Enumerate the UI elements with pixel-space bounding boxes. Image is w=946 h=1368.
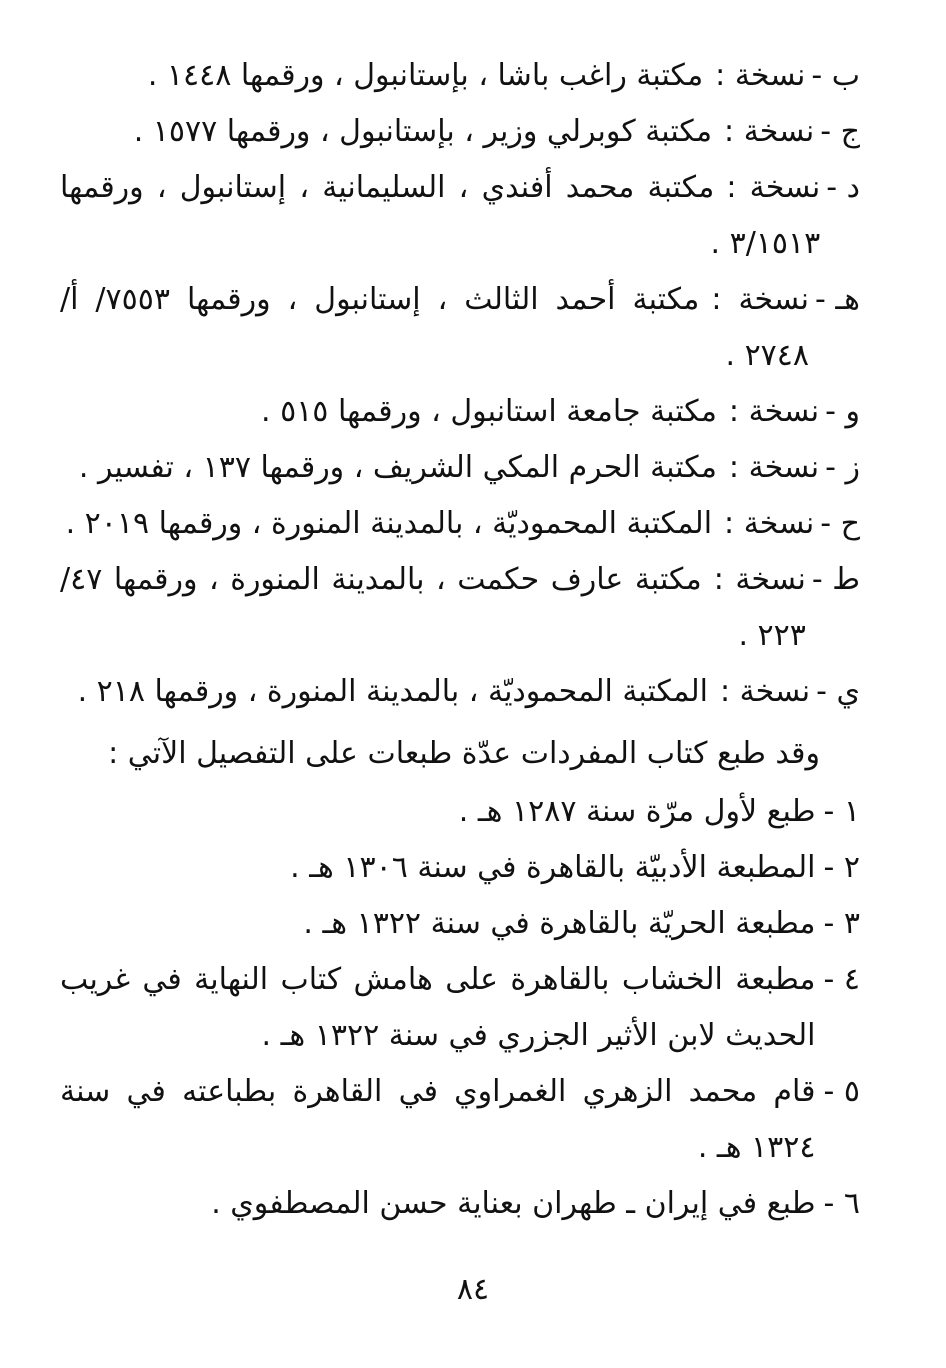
manuscript-entry	[60, 664, 860, 720]
edition-text: قام محمد الزهري الغمراوي في القاهرة بطباعته في سنة ١٣٢٤ هـ .	[60, 1074, 816, 1165]
document-page	[60, 48, 860, 1232]
entry-marker: و -	[825, 394, 860, 429]
entry-marker: د -	[826, 170, 860, 205]
entry-marker: هـ -	[815, 282, 860, 317]
edition-number: ٢ -	[823, 850, 860, 885]
entry-label: نسخة :	[715, 58, 806, 93]
entry-text: مكتبة الحرم المكي الشريف ، ورقمها ١٣٧ ، تفسير .	[78, 450, 717, 485]
entry-text: المكتبة المحموديّة ، بالمدينة المنورة ، ورقمها ٢٠١٩ .	[65, 506, 713, 541]
edition-text: مطبعة الخشاب بالقاهرة على هامش كتاب النهاية في غريب الحديث لابن الأثير الجزري في سنة ١٣٢٢ هـ .	[60, 962, 816, 1053]
entry-label: نسخة :	[724, 506, 815, 541]
edition-number: ٤ -	[823, 962, 860, 997]
entry-content	[60, 552, 806, 664]
entry-text: مكتبة راغب باشا ، بإستانبول ، ورقمها ١٤٤٨ .	[147, 58, 704, 93]
edition-item	[60, 1176, 860, 1232]
entry-marker: ح -	[820, 506, 860, 541]
edition-item	[60, 1064, 860, 1176]
entry-label: نسخة :	[728, 450, 820, 485]
entry-content	[60, 160, 820, 272]
edition-number: ٥ -	[823, 1074, 860, 1109]
entry-marker: ز -	[825, 450, 860, 485]
entry-content	[60, 272, 809, 384]
edition-item	[60, 952, 860, 1064]
entry-label: نسخة :	[726, 170, 821, 205]
entry-text: مكتبة أحمد الثالث ، إستانبول ، ورقمها ٧٥٥٣/ أ/ ٢٧٤٨ .	[60, 282, 810, 373]
manuscript-entry	[60, 160, 860, 272]
edition-item	[60, 896, 860, 952]
entry-content	[60, 496, 814, 552]
entry-marker: ط -	[811, 562, 860, 597]
entry-content	[60, 384, 819, 440]
edition-number: ١ -	[823, 794, 860, 829]
manuscript-entry	[60, 104, 860, 160]
entry-label: نسخة :	[719, 674, 811, 709]
entry-text: مكتبة كوبرلي وزير ، بإستانبول ، ورقمها ١٥٧٧ .	[133, 114, 713, 149]
edition-text: مطبعة الحريّة بالقاهرة في سنة ١٣٢٢ هـ .	[303, 906, 816, 941]
entry-text: مكتبة محمد أفندي ، السليمانية ، إستانبول ، ورقمها ٣/١٥١٣ .	[60, 170, 821, 261]
entry-marker: ب -	[811, 58, 860, 93]
entry-label: نسخة :	[728, 394, 820, 429]
edition-item	[60, 840, 860, 896]
entry-marker: ج -	[820, 114, 860, 149]
entry-text: مكتبة جامعة استانبول ، ورقمها ٥١٥ .	[261, 394, 717, 429]
edition-item	[60, 784, 860, 840]
manuscript-entry	[60, 440, 860, 496]
edition-number: ٦ -	[823, 1186, 860, 1221]
editions-intro: وقد طبع كتاب المفردات عدّة طبعات على التفصيل الآتي :	[108, 736, 820, 771]
entry-content	[60, 440, 819, 496]
entry-content	[60, 104, 814, 160]
entry-text: المكتبة المحموديّة ، بالمدينة المنورة ، ورقمها ٢١٨ .	[77, 674, 708, 709]
edition-text: طبع في إيران ـ طهران بعناية حسن المصطفوي .	[211, 1186, 816, 1221]
edition-text: طبع لأول مرّة سنة ١٢٨٧ هـ .	[458, 794, 816, 829]
entry-text: مكتبة عارف حكمت ، بالمدينة المنورة ، ورقمها ٤٧/ ٢٢٣ .	[60, 562, 806, 653]
entry-content	[60, 664, 810, 720]
manuscript-entry	[60, 552, 860, 664]
edition-text: المطبعة الأدبيّة بالقاهرة في سنة ١٣٠٦ هـ .	[290, 850, 816, 885]
manuscript-entry	[60, 272, 860, 384]
entry-label: نسخة :	[724, 114, 815, 149]
page-number: ٨٤	[456, 1272, 490, 1307]
entry-label: نسخة :	[711, 282, 810, 317]
manuscript-entry	[60, 48, 860, 104]
entry-label: نسخة :	[713, 562, 806, 597]
entry-marker: ي -	[816, 674, 860, 709]
manuscript-entry	[60, 496, 860, 552]
manuscript-entry	[60, 384, 860, 440]
edition-number: ٣ -	[823, 906, 860, 941]
entry-content	[60, 48, 805, 104]
